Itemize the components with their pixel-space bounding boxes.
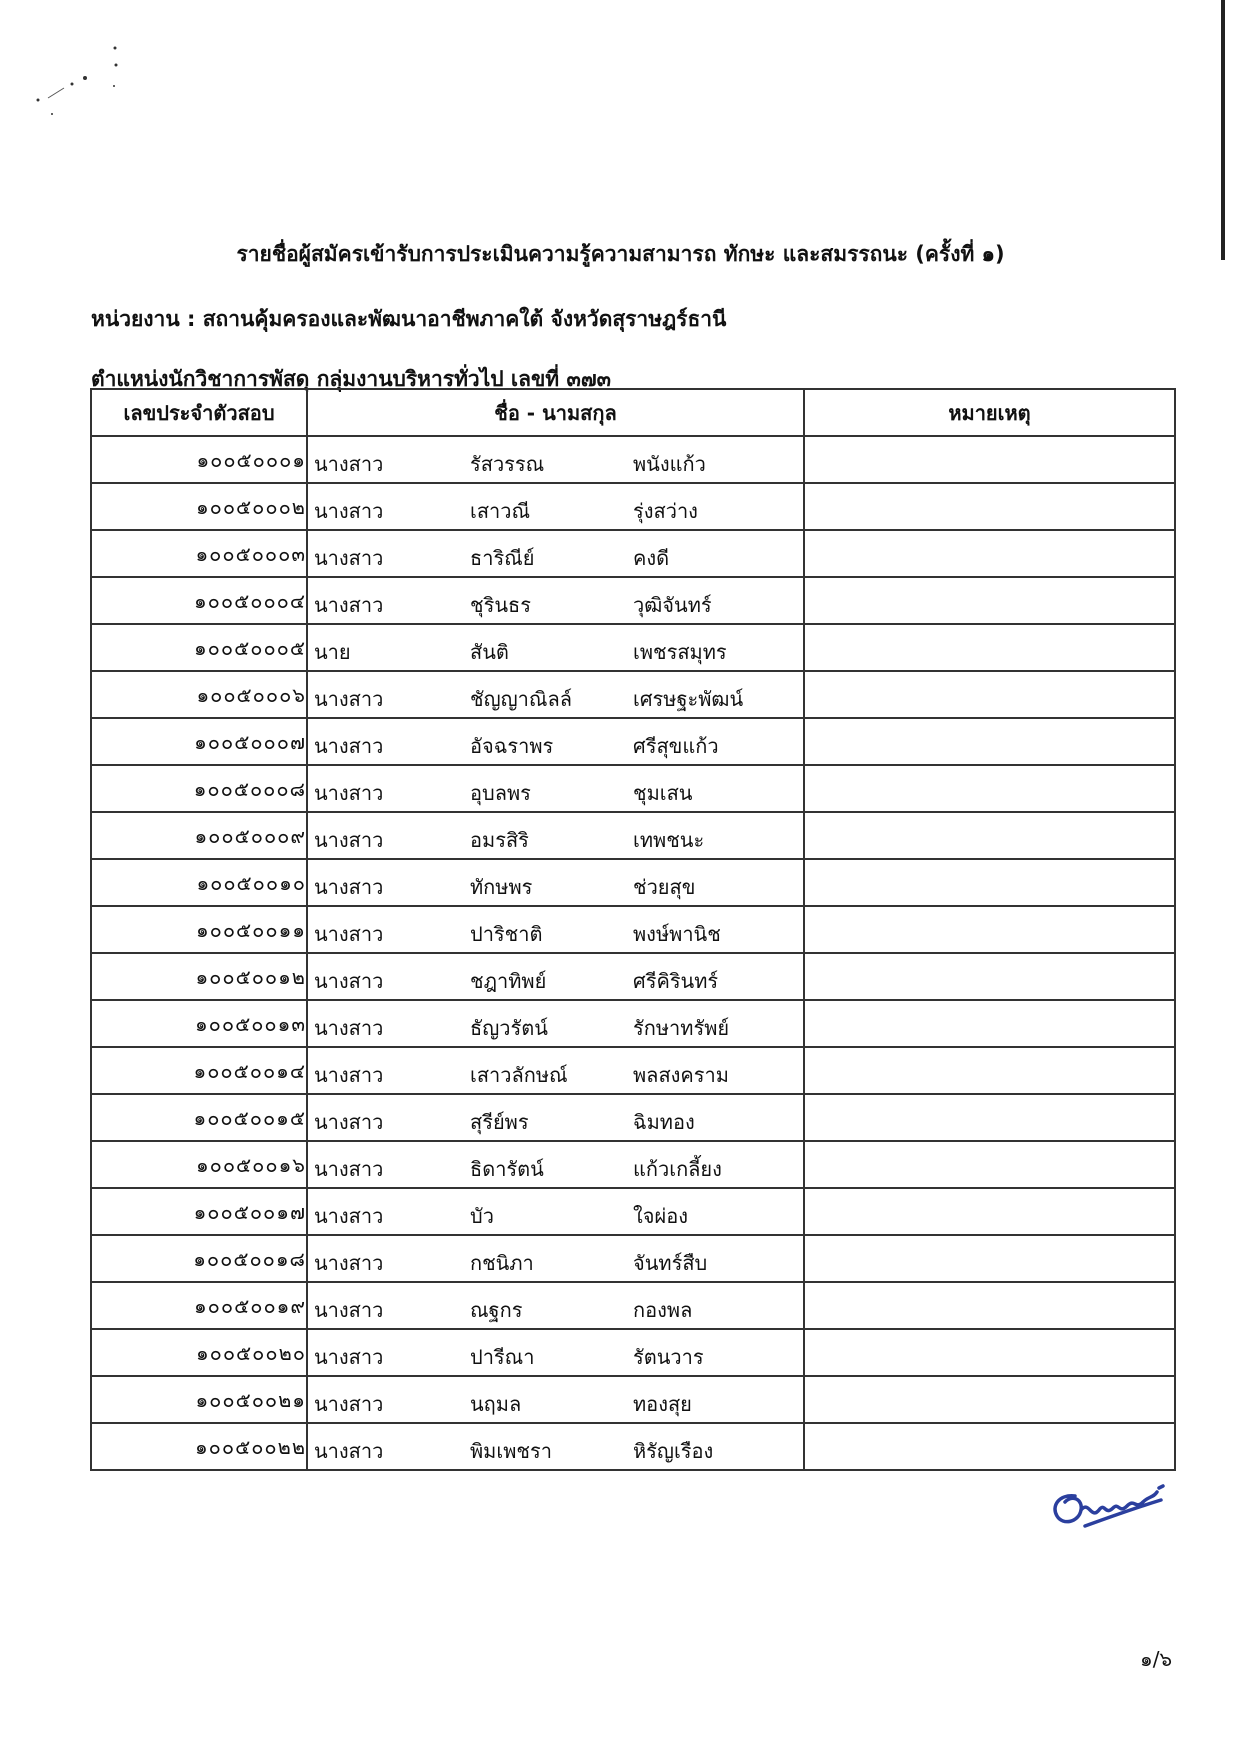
full-name-cell (307, 530, 804, 577)
exam-id-cell: ๑๐๐๕๐๐๒๐ (91, 1329, 307, 1376)
name-prefix: นางสาว (314, 828, 384, 852)
last-name: รุ่งสว่าง (633, 499, 698, 523)
table-row (91, 1188, 1175, 1235)
name-prefix: นางสาว (314, 1016, 384, 1040)
full-name-cell (307, 953, 804, 1000)
table-row (91, 1094, 1175, 1141)
last-name: ฉิมทอง (633, 1110, 695, 1134)
note-cell (804, 624, 1175, 671)
header-id: เลขประจำตัวสอบ (91, 389, 307, 436)
name-prefix: นางสาว (314, 969, 384, 993)
last-name: รักษาทรัพย์ (633, 1016, 730, 1040)
first-name: บัว (470, 1204, 494, 1228)
first-name: ปารีณา (470, 1345, 535, 1369)
name-prefix: นางสาว (314, 734, 384, 758)
table-header-row (91, 389, 1175, 436)
name-prefix: นางสาว (314, 1345, 384, 1369)
name-prefix: นางสาว (314, 1392, 384, 1416)
table-row (91, 1141, 1175, 1188)
first-name: ชุรินธร (470, 593, 531, 617)
exam-id-cell: ๑๐๐๕๐๐๑๙ (91, 1282, 307, 1329)
name-prefix: นางสาว (314, 1157, 384, 1181)
name-prefix: นางสาว (314, 781, 384, 805)
table-row (91, 436, 1175, 483)
first-name: ธัญวรัตน์ (470, 1016, 548, 1040)
full-name-cell (307, 436, 804, 483)
first-name: ชัญญาณิลล์ (470, 687, 572, 711)
note-cell (804, 1141, 1175, 1188)
note-cell (804, 1188, 1175, 1235)
note-cell (804, 436, 1175, 483)
first-name: ทักษพร (470, 875, 533, 899)
name-prefix: นางสาว (314, 687, 384, 711)
exam-id-cell: ๑๐๐๕๐๐๒๒ (91, 1423, 307, 1470)
header-name: ชื่อ - นามสกุล (307, 389, 804, 436)
exam-id-cell: ๑๐๐๕๐๐๑๖ (91, 1141, 307, 1188)
table-row (91, 1047, 1175, 1094)
last-name: ใจผ่อง (633, 1204, 688, 1228)
table-row (91, 1000, 1175, 1047)
last-name: เศรษฐะพัฒน์ (633, 687, 744, 711)
first-name: รัสวรรณ (470, 452, 545, 476)
scan-edge-line (1221, 0, 1225, 260)
name-prefix: นางสาว (314, 1251, 384, 1275)
table-row (91, 859, 1175, 906)
last-name: ชุมเสน (633, 781, 693, 805)
name-prefix: นางสาว (314, 546, 384, 570)
full-name-cell (307, 671, 804, 718)
exam-id-cell: ๑๐๐๕๐๐๐๕ (91, 624, 307, 671)
table-row (91, 1235, 1175, 1282)
table-row (91, 577, 1175, 624)
table-row (91, 1423, 1175, 1470)
note-cell (804, 1235, 1175, 1282)
full-name-cell (307, 1047, 804, 1094)
first-name: ชฎาทิพย์ (470, 969, 547, 993)
signature (1045, 1464, 1175, 1534)
full-name-cell (307, 1329, 804, 1376)
note-cell (804, 765, 1175, 812)
exam-id-cell: ๑๐๐๕๐๐๑๔ (91, 1047, 307, 1094)
full-name-cell (307, 1423, 804, 1470)
note-cell (804, 1000, 1175, 1047)
full-name-cell (307, 1376, 804, 1423)
exam-id-cell: ๑๐๐๕๐๐๑๒ (91, 953, 307, 1000)
table-body (91, 436, 1175, 1470)
page-number: ๑/๖ (1140, 1647, 1173, 1671)
note-cell (804, 953, 1175, 1000)
note-cell (804, 1047, 1175, 1094)
first-name: อุบลพร (470, 781, 531, 805)
exam-id-cell: ๑๐๐๕๐๐๐๖ (91, 671, 307, 718)
scan-specks (30, 40, 130, 140)
first-name: อมรสิริ (470, 828, 529, 852)
agency-line: หน่วยงาน : สถานคุ้มครองและพัฒนาอาชีพภาคใต้ จังหวัดสุราษฎร์ธานี (91, 307, 727, 331)
name-prefix: นางสาว (314, 452, 384, 476)
note-cell (804, 859, 1175, 906)
exam-id-cell: ๑๐๐๕๐๐๑๘ (91, 1235, 307, 1282)
table-row (91, 624, 1175, 671)
exam-id-cell: ๑๐๐๕๐๐๑๑ (91, 906, 307, 953)
exam-id-cell: ๑๐๐๕๐๐๑๐ (91, 859, 307, 906)
full-name-cell (307, 859, 804, 906)
name-prefix: นางสาว (314, 1204, 384, 1228)
full-name-cell (307, 483, 804, 530)
last-name: คงดี (633, 546, 670, 570)
note-cell (804, 483, 1175, 530)
last-name: พงษ์พานิช (633, 922, 721, 946)
exam-id-cell: ๑๐๐๕๐๐๐๘ (91, 765, 307, 812)
note-cell (804, 530, 1175, 577)
last-name: ศรีคิรินทร์ (633, 969, 719, 993)
note-cell (804, 671, 1175, 718)
note-cell (804, 1423, 1175, 1470)
last-name: ช่วยสุข (633, 875, 696, 899)
name-prefix: นางสาว (314, 1110, 384, 1134)
name-prefix: นางสาว (314, 1063, 384, 1087)
first-name: ธิดารัตน์ (470, 1157, 544, 1181)
last-name: แก้วเกลี้ยง (633, 1157, 722, 1181)
table-row (91, 530, 1175, 577)
note-cell (804, 1282, 1175, 1329)
table-row (91, 906, 1175, 953)
first-name: สุรีย์พร (470, 1110, 529, 1134)
table-row (91, 483, 1175, 530)
candidate-table (90, 388, 1176, 1471)
name-prefix: นางสาว (314, 1298, 384, 1322)
name-prefix: นางสาว (314, 922, 384, 946)
table-row (91, 765, 1175, 812)
last-name: กองพล (633, 1298, 693, 1322)
exam-id-cell: ๑๐๐๕๐๐๑๗ (91, 1188, 307, 1235)
name-prefix: นางสาว (314, 499, 384, 523)
last-name: พนังแก้ว (633, 452, 706, 476)
note-cell (804, 1376, 1175, 1423)
exam-id-cell: ๑๐๐๕๐๐๐๑ (91, 436, 307, 483)
document-title: รายชื่อผู้สมัครเข้ารับการประเมินความรู้ความสามารถ ทักษะ และสมรรถนะ (ครั้งที่ ๑) (236, 242, 1005, 266)
position-line: ตำแหน่งนักวิชาการพัสดุ กลุ่มงานบริหารทั่วไป เลขที่ ๓๗๓ (91, 367, 611, 391)
note-cell (804, 906, 1175, 953)
full-name-cell (307, 765, 804, 812)
last-name: เทพชนะ (633, 828, 705, 852)
full-name-cell (307, 577, 804, 624)
full-name-cell (307, 812, 804, 859)
full-name-cell (307, 624, 804, 671)
table-row (91, 1376, 1175, 1423)
last-name: ทองสุย (633, 1392, 692, 1416)
note-cell (804, 577, 1175, 624)
full-name-cell (307, 1094, 804, 1141)
note-cell (804, 1329, 1175, 1376)
table-row (91, 1282, 1175, 1329)
first-name: ณฐกร (470, 1298, 523, 1322)
first-name: พิมเพชรา (470, 1439, 552, 1463)
last-name: ศรีสุขแก้ว (633, 734, 719, 758)
exam-id-cell: ๑๐๐๕๐๐๑๕ (91, 1094, 307, 1141)
full-name-cell (307, 906, 804, 953)
first-name: อัจฉราพร (470, 734, 554, 758)
first-name: สันติ (470, 640, 509, 664)
header-note: หมายเหตุ (804, 389, 1175, 436)
note-cell (804, 1094, 1175, 1141)
full-name-cell (307, 1282, 804, 1329)
name-prefix: นาย (314, 640, 351, 664)
full-name-cell (307, 718, 804, 765)
first-name: เสาวณี (470, 499, 531, 523)
table-row (91, 812, 1175, 859)
full-name-cell (307, 1141, 804, 1188)
first-name: ธาริณีย์ (470, 546, 535, 570)
table-row (91, 718, 1175, 765)
last-name: เพชรสมุทร (633, 640, 727, 664)
last-name: พลสงคราม (633, 1063, 729, 1087)
exam-id-cell: ๑๐๐๕๐๐๐๒ (91, 483, 307, 530)
name-prefix: นางสาว (314, 593, 384, 617)
name-prefix: นางสาว (314, 875, 384, 899)
last-name: หิรัญเรือง (633, 1439, 714, 1463)
exam-id-cell: ๑๐๐๕๐๐๐๔ (91, 577, 307, 624)
table-row (91, 953, 1175, 1000)
table-row (91, 671, 1175, 718)
table-row (91, 1329, 1175, 1376)
first-name: นฤมล (470, 1392, 522, 1416)
full-name-cell (307, 1000, 804, 1047)
full-name-cell (307, 1188, 804, 1235)
last-name: รัตนวาร (633, 1345, 704, 1369)
first-name: ปาริชาติ (470, 922, 543, 946)
note-cell (804, 812, 1175, 859)
name-prefix: นางสาว (314, 1439, 384, 1463)
exam-id-cell: ๑๐๐๕๐๐๐๓ (91, 530, 307, 577)
exam-id-cell: ๑๐๐๕๐๐๒๑ (91, 1376, 307, 1423)
first-name: เสาวลักษณ์ (470, 1063, 568, 1087)
first-name: กชนิภา (470, 1251, 534, 1275)
last-name: วุฒิจันทร์ (633, 593, 712, 617)
full-name-cell (307, 1235, 804, 1282)
exam-id-cell: ๑๐๐๕๐๐๑๓ (91, 1000, 307, 1047)
exam-id-cell: ๑๐๐๕๐๐๐๗ (91, 718, 307, 765)
note-cell (804, 718, 1175, 765)
exam-id-cell: ๑๐๐๕๐๐๐๙ (91, 812, 307, 859)
last-name: จันทร์สืบ (633, 1251, 708, 1275)
